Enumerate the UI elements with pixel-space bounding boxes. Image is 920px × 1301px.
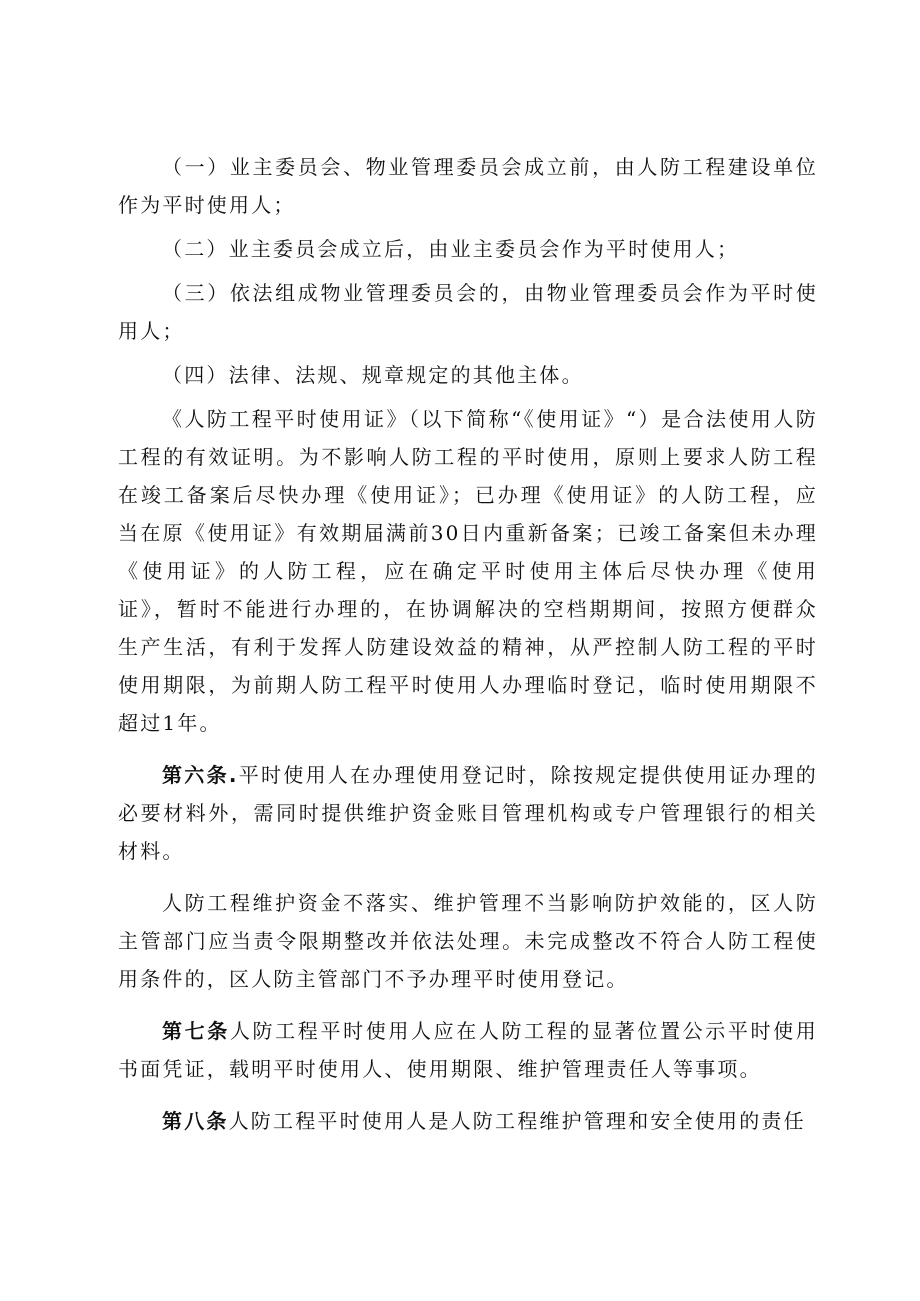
article-8-heading: 第八条 bbox=[162, 1109, 229, 1133]
article-7 bbox=[118, 1012, 818, 1088]
article-8-text: 人防工程平时使用人是人防工程维护管理和安全使用的责任 bbox=[228, 1109, 806, 1133]
paragraph-use-certificate: 《人防工程平时使用证》（以下简称“《使用证》“）是合法使用人防工程的有效证明。为不影响人防工程的平时使用，原则上要求人防工程在竣工备案后尽快办理《使用证》；已办理《使用证》的人防工程，应当在原《使用证》有效期届满前30日内重新备案；已竣工备案但未办理《使用证》的人防工程，应在确定平时使用主体后尽快办理《使用证》，暂时不能进行办理的，在协调解决的空档期期间，按照方便群众生产生活，有利于发挥人防建设效益的精神，从严控制人防工程的平时使用期限，为前期人防工程平时使用人办理临时登记，临时使用期限不超过1年。 bbox=[118, 407, 818, 735]
document-body bbox=[118, 148, 818, 1140]
paragraph-item-2: （二）业主委员会成立后，由业主委员会作为平时使用人； bbox=[162, 237, 740, 261]
article-8 bbox=[118, 1102, 818, 1140]
article-7-heading: 第七条 bbox=[162, 1019, 230, 1043]
article-7-text: 人防工程平时使用人应在人防工程的显著位置公示平时使用书面凭证，载明平时使用人、使用期限、维护管理责任人等事项。 bbox=[118, 1019, 818, 1081]
article-6-heading: 第六条. bbox=[162, 763, 239, 787]
paragraph-item-1: （一）业主委员会、物业管理委员会成立前，由人防工程建设单位作为平时使用人； bbox=[118, 155, 818, 217]
article-6-text: 平时使用人在办理使用登记时，除按规定提供使用证办理的必要材料外，需同时提供维护资金账目管理机构或专户管理银行的相关材料。 bbox=[118, 763, 818, 863]
paragraph-maintenance-funds: 人防工程维护资金不落实、维护管理不当影响防护效能的，区人防主管部门应当责令限期整改并依法处理。未完成整改不符合人防工程使用条件的，区人防主管部门不予办理平时使用登记。 bbox=[118, 891, 818, 991]
paragraph-item-4: （四）法律、法规、规章规定的其他主体。 bbox=[162, 363, 584, 387]
article-6 bbox=[118, 756, 818, 870]
paragraph-item-3: （三）依法组成物业管理委员会的，由物业管理委员会作为平时使用人； bbox=[118, 281, 818, 343]
